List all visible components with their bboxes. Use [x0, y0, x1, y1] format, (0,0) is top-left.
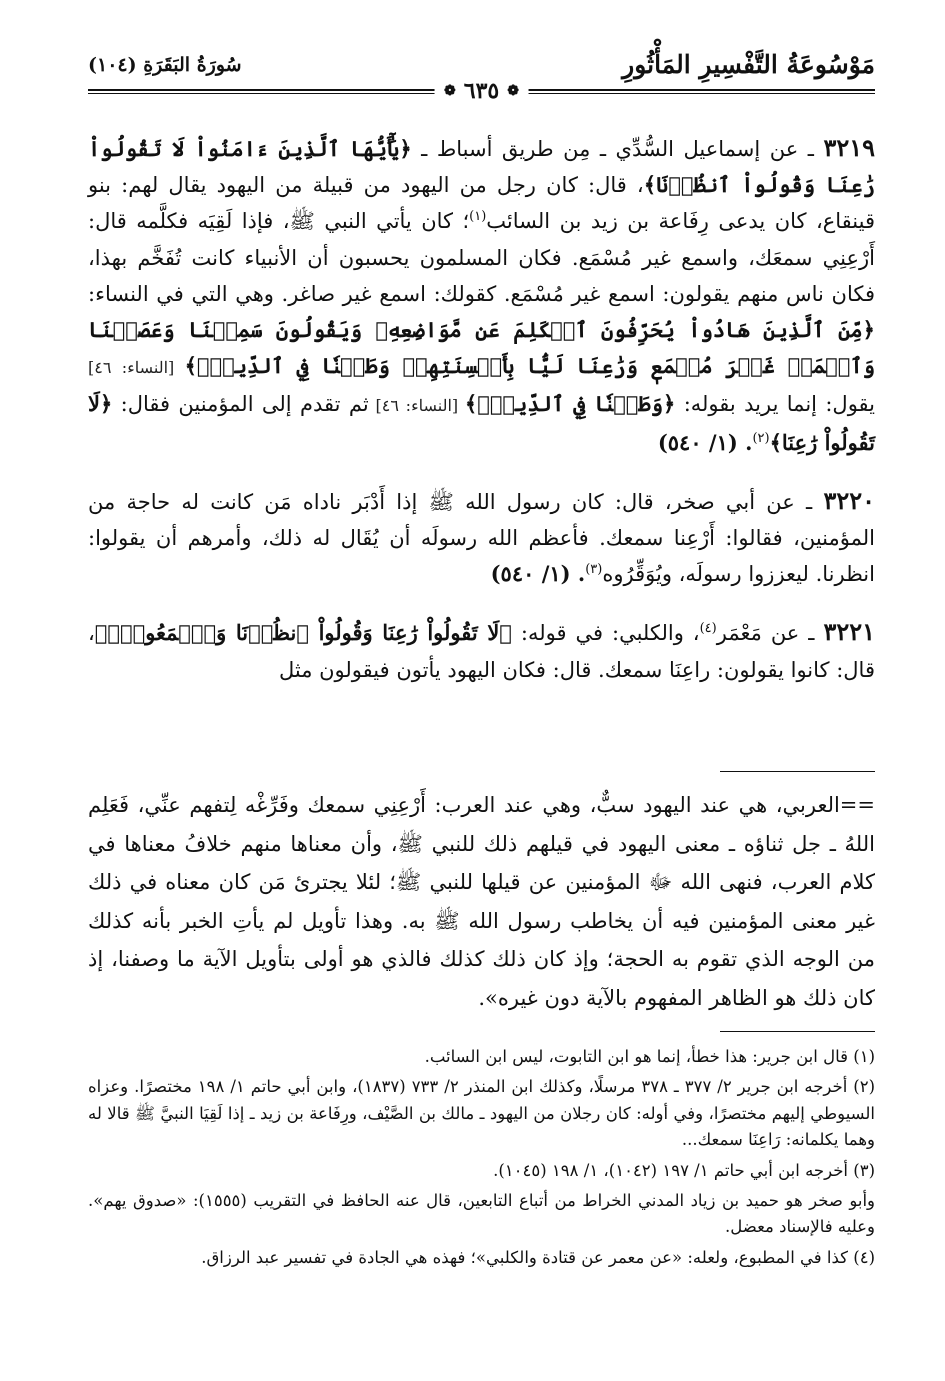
entry-text: ، قال: كان رجل من اليهود من قبيلة من اليهود يقال لهم: بنو قينقاع، كان يدعى رِفَاعة بن زيد بن السائب	[88, 173, 875, 234]
page-number: ٦٣٥	[463, 78, 500, 104]
entry-text: ، قال: كانوا يقولون: راعِنَا سمعك. قال: فكان اليهود يأتون فيقولون مثل	[88, 621, 875, 682]
footnote: (٣) أخرجه ابن أبي حاتم ١/ ١٩٧ (١٠٤٢)، ١/ ١٩٨ (١٠٤٥).	[493, 1160, 875, 1180]
entry-text: يقول: إنما يريد بقوله:	[675, 392, 876, 417]
entry-text: ـ عن مَعْمَر	[716, 621, 824, 646]
entry-text: ثم تقدم إلى المؤمنين فقال:	[112, 392, 369, 417]
entry-number: ٣٢٢١	[823, 617, 875, 647]
entry-text: ؛ كان يأتي النبي ﷺ، فإذا لَقِيَه فكلَّمه قال: أَرْعِنِي سمعَك، واسمع غير مُسْمَع. فكان المسلمون يحسبون أن الأنبياء كانت تُفَخَّم بهذا، فكان ناس منهم يقولون: اسمع غير مُسْمَع. كقولك: اسمع غير صاغر. وهي التي في النساء:	[88, 209, 875, 306]
footnote-ref: (٤)	[699, 621, 717, 637]
footnote-ref: (١)	[469, 209, 487, 225]
footnote-ref: (٢)	[752, 430, 770, 446]
footnotes	[88, 1044, 875, 1275]
ornament-icon: ❁	[507, 83, 519, 99]
verse-source: [النساء: ٤٦]	[368, 396, 465, 416]
footnote: (٢) أخرجه ابن جرير ٢/ ٣٧٧ ـ ٣٧٨ مرسلًا، وكذلك ابن المنذر ٢/ ٧٣٣ (١٨٣٧)، وابن أبي حاتم ١/ ١٩٨ مختصرًا. وعزاه السيوطي إليهم مختصرًا، وفي أوله: كان رجلان من اليهود ـ مالك بن الصَّيْف، ورِفَاعة بن زيد ـ إذا لَقِيَا النبيَّ ﷺ قالا له وهما يكلمانه: رَاعِنَا سمعك...	[88, 1077, 875, 1150]
quran-verse: ﴿وَطَعۡنٗا فِي ٱلدِّينِۚ﴾	[464, 391, 676, 417]
footnote: (١) قال ابن جرير: هذا خطأ، إنما هو ابن التابوت، ليس ابن السائب.	[424, 1047, 875, 1066]
footnote: وأبو صخر هو حميد بن زياد المدني الخراط من أتباع التابعين، قال عنه الحافظ في التقريب (١٥٥٥): «صدوق يهم». وعليه فالإسناد معضل.	[88, 1191, 875, 1237]
entry-3221	[88, 614, 875, 687]
entry-number: ٣٢١٩	[823, 133, 875, 162]
surah-label: سُورَةُ البَقَرَةِ (١٠٤)	[88, 54, 242, 76]
quran-verse: ﴿لَا تَقُولُواْ رَٰعِنَا﴾	[88, 391, 875, 455]
footnote-separator	[720, 1031, 875, 1032]
entry-text: ـ عن أبي صخر، قال: كان رسول الله ﷺ إذا أَدْبَر ناداه مَن كانت له حاجة من المؤمنين، فقالوا: أَرْعِنا سمعك. فأعظم الله رسولَه أن يُقَال له ذلك، وأمرهم أن يقولوا: انظرنا. ليعززوا رسولَه، ويُوَقِّرُوه	[88, 489, 875, 587]
section-separator	[720, 771, 875, 772]
quran-verse: ﴿لَا تَقُولُواْ رَٰعِنَا وَقُولُواْ ٱنظُرۡنَا وَٱسۡمَعُواْۗ﴾	[94, 620, 512, 646]
main-text	[88, 130, 875, 710]
footnote-ref: (٣)	[585, 562, 603, 578]
ornament-icon: ❁	[444, 83, 456, 99]
entry-3220	[88, 483, 875, 593]
volume-reference: . (١/ ٥٤٠)	[490, 561, 586, 587]
volume-reference: . (١/ ٥٤٠)	[657, 429, 753, 455]
entry-text: ـ عن إسماعيل السُّدِّي ـ مِن طريق أسباط ـ	[411, 137, 824, 161]
page-header	[88, 42, 875, 102]
footnote: (٤) كذا في المطبوع، ولعله: «عن معمر عن قتادة والكلبي»؛ فهذه هي الجادة في تفسير عبد الرزاق.	[201, 1247, 875, 1267]
entry-3219	[88, 130, 875, 461]
quran-verse: ﴿يَٰٓأَيُّهَا ٱلَّذِينَ ءَامَنُواْ لَا تَقُولُواْ رَٰعِنَا وَقُولُواْ ٱنظُرۡنَا﴾	[88, 136, 875, 198]
entry-number: ٣٢٢٠	[823, 485, 875, 515]
book-title: مَوْسُوعَةُ التَّفْسِيرِ المَأْثُورِ	[622, 50, 875, 79]
page-number-block	[434, 78, 529, 104]
entry-text: ، والكلبي: في قوله:	[511, 621, 700, 646]
continued-footnote: ==العربي، هي عند اليهود سبٌّ، وهي عند العرب: أَرْعِنِي سمعك وفَرِّغْه لِتفهم عنِّي، فَعَلِم اللهُ ـ جل ثناؤه ـ معنى اليهود في قيلهم ذلك للنبي ﷺ، وأن معناها منهم خلافُ معناها في كلام العرب، فنهى الله ﷻ المؤمنين عن قيلها للنبي ﷺ؛ لئلا يجترئ مَن كان معناه في ذلك غير معنى المؤمنين فيه أن يخاطب رسول الله ﷺ به. وهذا تأويل لم يأتِ الخبر بأنه كذلك من الوجه الذي تقوم به الحجة؛ وإذ كان ذلك كذلك فالذي هو أولى بتأويل الآية ما وصفنا، إذ كان ذلك هو الظاهر المفهوم بالآية دون غيره».	[88, 793, 875, 1010]
quran-verse: ﴿مِّنَ ٱلَّذِينَ هَادُواْ يُحَرِّفُونَ ٱلۡكَلِمَ عَن مَّوَاضِعِهِۦ وَيَقُولُونَ سَمِعۡنَا وَعَصَيۡنَا وَٱسۡمَعۡ غَيۡرَ مُسۡمَعٖ وَرَٰعِنَا لَيَّۢا بِأَلۡسِنَتِهِمۡ وَطَعۡنٗا فِي ٱلدِّينِۚ﴾	[88, 317, 875, 379]
verse-source: [النساء: ٤٦]	[88, 358, 185, 378]
